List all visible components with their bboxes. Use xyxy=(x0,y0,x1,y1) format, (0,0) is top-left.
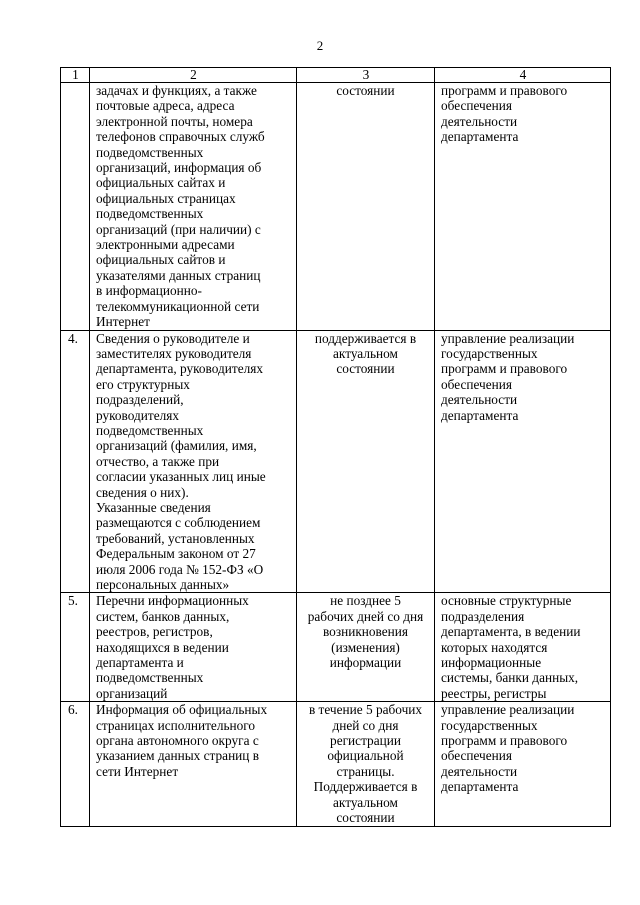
cell-line: официальных сайтах и xyxy=(96,175,226,191)
cell-line: рабочих дней со дня xyxy=(307,608,424,624)
table-row xyxy=(61,702,611,826)
cell-line: (изменения) xyxy=(331,639,400,655)
header-cell-3: 3 xyxy=(297,68,435,83)
table-row xyxy=(61,593,611,702)
responsible-cell xyxy=(435,702,611,826)
page-number: 2 xyxy=(316,38,324,53)
cell-line: его структурных xyxy=(96,376,190,392)
cell-line: возникновения xyxy=(323,624,408,640)
cell-line: Информация об официальных xyxy=(96,702,268,718)
table-row xyxy=(61,83,611,331)
cell-line: Сведения о руководителе и xyxy=(96,330,250,346)
responsible-cell xyxy=(435,593,611,702)
cell-line: систем, банков данных, xyxy=(96,608,230,624)
cell-line: реестры, регистры xyxy=(441,685,547,701)
cell-line: Интернет xyxy=(96,314,150,330)
cell-line: регистрации xyxy=(330,733,401,749)
cell-line: программ и правового xyxy=(441,361,568,377)
cell-line: реестров, регистров, xyxy=(96,624,213,640)
cell-line: деятельности xyxy=(441,763,518,779)
document-table xyxy=(60,67,611,827)
cell-line: персональных данных» xyxy=(96,577,230,592)
cell-line: управление реализации xyxy=(441,330,575,346)
header-cell-4: 4 xyxy=(435,68,611,83)
cell-line: находящихся в ведении xyxy=(96,639,229,655)
cell-line: основные структурные xyxy=(441,593,572,609)
timing-cell xyxy=(297,702,435,826)
row-number-cell xyxy=(61,83,90,331)
cell-line: электронными адресами xyxy=(96,237,235,253)
cell-line: департамента xyxy=(441,779,519,795)
cell-line: отчество, а также при xyxy=(96,453,220,469)
cell-line: подведомственных xyxy=(96,422,204,438)
cell-line: страницах исполнительного xyxy=(96,717,256,733)
cell-line: в течение 5 рабочих xyxy=(308,702,423,718)
cell-line: состоянии xyxy=(336,361,395,377)
cell-line: актуальном xyxy=(333,794,398,810)
cell-line: задачах и функциях, а также xyxy=(96,83,257,98)
info-type-cell xyxy=(90,702,297,826)
cell-line: департамента xyxy=(441,129,519,145)
cell-line: которых находятся xyxy=(441,639,548,655)
cell-line: страницы. xyxy=(336,763,395,779)
cell-line: организаций, информация об xyxy=(96,160,262,176)
timing-cell xyxy=(297,83,435,331)
info-type-cell xyxy=(90,330,297,593)
cell-line: поддерживается в xyxy=(314,330,417,346)
cell-line: дней со дня xyxy=(332,717,399,733)
cell-line: организаций (при наличии) с xyxy=(96,221,261,237)
timing-cell xyxy=(297,330,435,593)
cell-line: программ и правового xyxy=(441,83,568,98)
cell-line: согласии указанных лиц иные xyxy=(96,469,266,485)
cell-line: Перечни информационных xyxy=(96,593,249,609)
cell-line: актуальном xyxy=(333,345,398,361)
cell-line: состоянии xyxy=(336,83,395,98)
cell-line: департамента, в ведении xyxy=(441,624,581,640)
cell-line: сети Интернет xyxy=(96,763,179,779)
cell-line: электронной почты, номера xyxy=(96,113,253,129)
cell-line: почтовые адреса, адреса xyxy=(96,98,235,114)
cell-line: информации xyxy=(329,655,402,671)
cell-line: заместителях руководителя xyxy=(96,345,252,361)
cell-line: размещаются с соблюдением xyxy=(96,515,261,531)
cell-line: обеспечения xyxy=(441,98,512,114)
row-number-cell: 4. xyxy=(61,330,90,593)
cell-line: органа автономного округа с xyxy=(96,733,259,749)
cell-line: информационные xyxy=(441,655,542,671)
cell-line: деятельности xyxy=(441,113,518,129)
info-type-cell xyxy=(90,83,297,331)
responsible-cell xyxy=(435,83,611,331)
cell-line: деятельности xyxy=(441,392,518,408)
cell-line: подведомственных xyxy=(96,144,204,160)
cell-line: телефонов справочных служб xyxy=(96,129,265,145)
cell-line: указателями данных страниц xyxy=(96,267,261,283)
cell-line: подразделений, xyxy=(96,392,184,408)
cell-line: июля 2006 года № 152-ФЗ «О xyxy=(96,561,264,577)
cell-line: состоянии xyxy=(336,810,395,826)
table-header-row xyxy=(61,68,611,83)
cell-line: официальных сайтов и xyxy=(96,252,226,268)
cell-line: подразделения xyxy=(441,608,525,624)
cell-line: департамента и xyxy=(96,655,184,671)
row-number-cell: 6. xyxy=(61,702,90,826)
cell-line: департамента xyxy=(441,407,519,423)
cell-line: руководителях xyxy=(96,407,180,423)
cell-line: Поддерживается в xyxy=(313,779,418,795)
cell-line: официальных страницах xyxy=(96,190,236,206)
cell-line: не позднее 5 xyxy=(330,593,401,609)
row-number-cell: 5. xyxy=(61,593,90,702)
cell-line: телекоммуникационной сети xyxy=(96,298,260,314)
cell-line: требований, установленных xyxy=(96,530,255,546)
info-type-cell xyxy=(90,593,297,702)
cell-line: управление реализации xyxy=(441,702,575,718)
header-cell-2: 2 xyxy=(90,68,297,83)
cell-line: Федеральным законом от 27 xyxy=(96,546,256,562)
cell-line: обеспечения xyxy=(441,376,512,392)
timing-cell xyxy=(297,593,435,702)
cell-line: указанием данных страниц в xyxy=(96,748,260,764)
cell-line: в информационно- xyxy=(96,283,202,299)
cell-line: департамента, руководителях xyxy=(96,361,263,377)
cell-line: программ и правового xyxy=(441,733,568,749)
cell-line: Указанные сведения xyxy=(96,499,211,515)
cell-line: сведения о них). xyxy=(96,484,189,500)
cell-line: организаций (фамилия, имя, xyxy=(96,438,257,454)
responsible-cell xyxy=(435,330,611,593)
cell-line: системы, банки данных, xyxy=(441,670,579,686)
cell-line: подведомственных xyxy=(96,206,204,222)
cell-line: организаций xyxy=(96,685,168,701)
cell-line: подведомственных xyxy=(96,670,204,686)
cell-line: государственных xyxy=(441,345,538,361)
cell-line: официальной xyxy=(327,748,404,764)
table-row xyxy=(61,330,611,593)
cell-line: обеспечения xyxy=(441,748,512,764)
cell-line: государственных xyxy=(441,717,538,733)
header-cell-1: 1 xyxy=(61,68,90,83)
